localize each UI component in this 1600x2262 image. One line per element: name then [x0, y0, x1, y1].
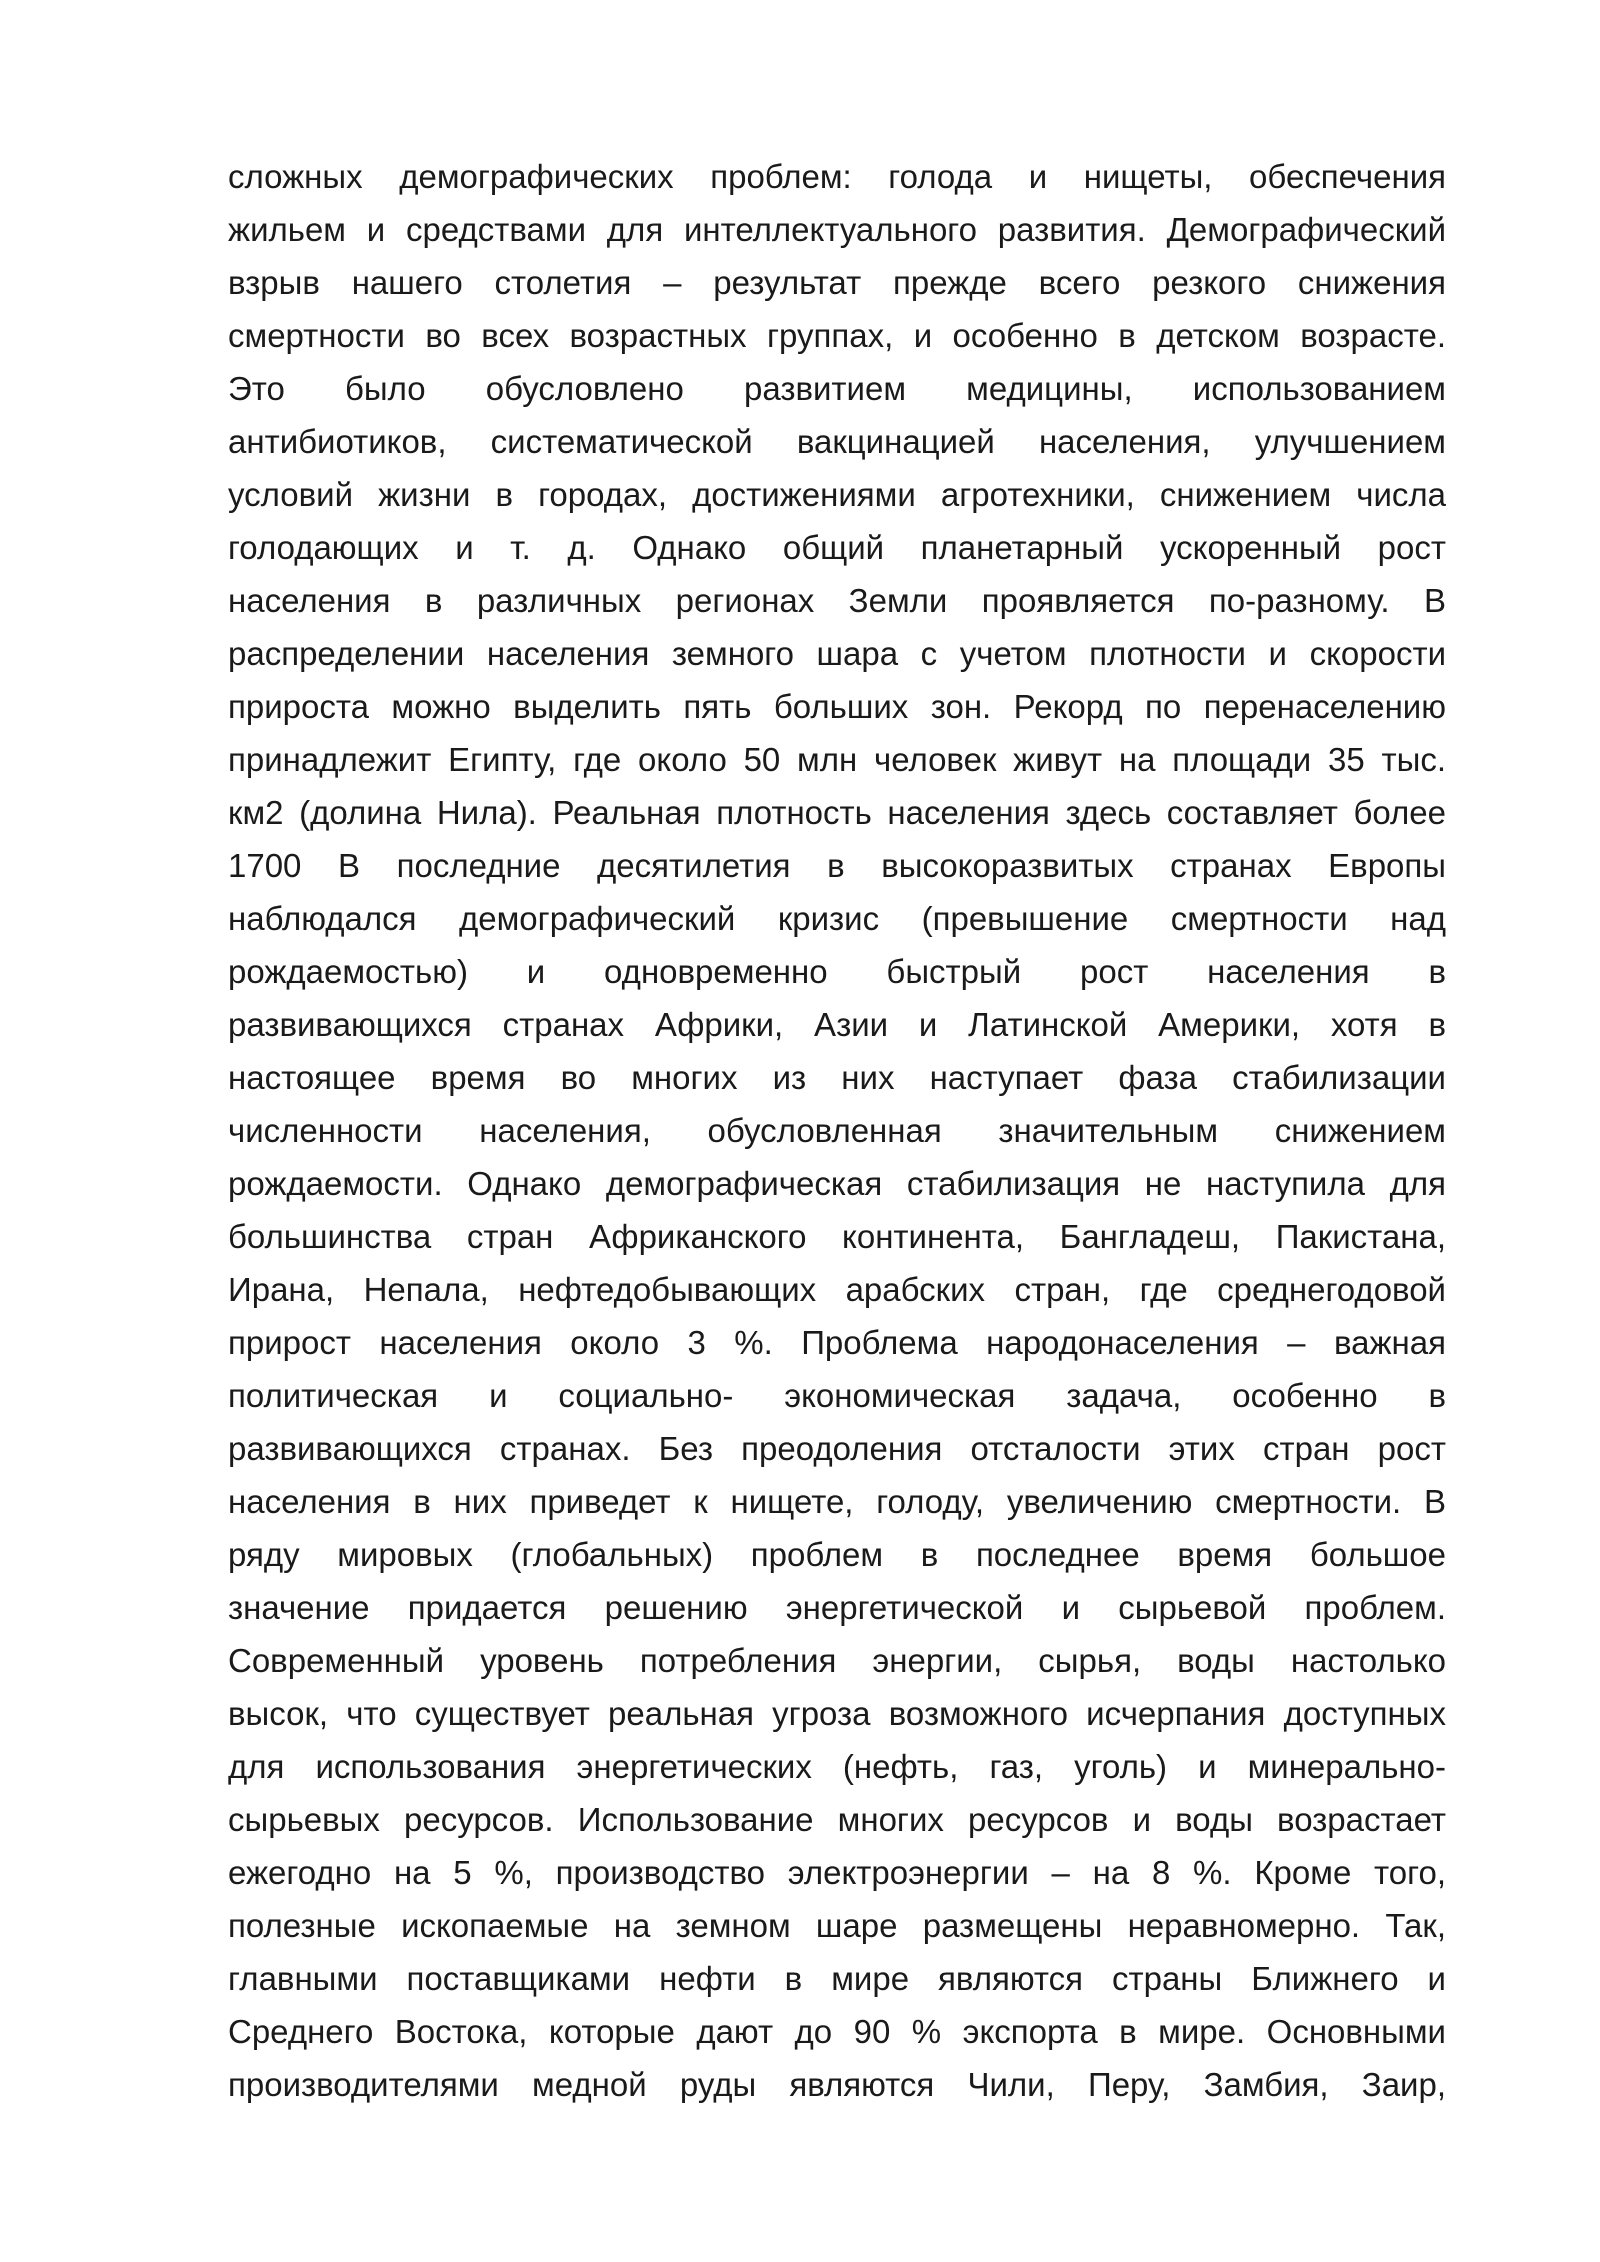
text-line: жильем и средствами для интеллектуального развития. Демографический — [228, 211, 1446, 248]
text-line: полезные ископаемые на земном шаре размещены неравномерно. Так, — [228, 1907, 1446, 1944]
text-line: антибиотиков, систематической вакцинацией населения, улучшением — [228, 423, 1446, 460]
text-line: прироста можно выделить пять больших зон. Рекорд по перенаселению — [228, 688, 1446, 725]
text-line: большинства стран Африканского континента, Бангладеш, Пакистана, — [228, 1218, 1446, 1255]
text-line: значение придается решению энергетической и сырьевой проблем. — [228, 1589, 1446, 1626]
text-line: ежегодно на 5 %, производство электроэнергии – на 8 %. Кроме того, — [228, 1854, 1446, 1891]
body-text — [228, 150, 1446, 2111]
text-line: развивающихся странах Африки, Азии и Латинской Америки, хотя в — [228, 1006, 1446, 1043]
text-line: рождаемостью) и одновременно быстрый рост населения в — [228, 953, 1446, 990]
text-line: распределении населения земного шара с учетом плотности и скорости — [228, 635, 1446, 672]
text-line: принадлежит Египту, где около 50 млн человек живут на площади 35 тыс. — [228, 741, 1446, 778]
text-line: главными поставщиками нефти в мире являются страны Ближнего и — [228, 1960, 1446, 1997]
text-line: численности населения, обусловленная значительным снижением — [228, 1112, 1446, 1149]
text-line: 1700 В последние десятилетия в высокоразвитых странах Европы — [228, 847, 1446, 884]
text-line: условий жизни в городах, достижениями агротехники, снижением числа — [228, 476, 1446, 513]
text-line: населения в различных регионах Земли проявляется по-разному. В — [228, 582, 1446, 619]
text-line: наблюдался демографический кризис (превышение смертности над — [228, 900, 1446, 937]
text-line: политическая и социально- экономическая задача, особенно в — [228, 1377, 1446, 1414]
text-line: взрыв нашего столетия – результат прежде всего резкого снижения — [228, 264, 1446, 301]
text-line: населения в них приведет к нищете, голоду, увеличению смертности. В — [228, 1483, 1446, 1520]
text-line: смертности во всех возрастных группах, и особенно в детском возрасте. — [228, 317, 1446, 354]
text-line: км2 (долина Нила). Реальная плотность населения здесь составляет более — [228, 794, 1446, 831]
text-line: рождаемости. Однако демографическая стабилизация не наступила для — [228, 1165, 1446, 1202]
text-line: настоящее время во многих из них наступает фаза стабилизации — [228, 1059, 1446, 1096]
text-line: голодающих и т. д. Однако общий планетарный ускоренный рост — [228, 529, 1446, 566]
text-line: сложных демографических проблем: голода и нищеты, обеспечения — [228, 158, 1446, 195]
text-line: Ирана, Непала, нефтедобывающих арабских стран, где среднегодовой — [228, 1271, 1446, 1308]
text-line: ряду мировых (глобальных) проблем в последнее время большое — [228, 1536, 1446, 1573]
text-line: Современный уровень потребления энергии, сырья, воды настолько — [228, 1642, 1446, 1679]
text-line: высок, что существует реальная угроза возможного исчерпания доступных — [228, 1695, 1446, 1732]
text-line: Среднего Востока, которые дают до 90 % экспорта в мире. Основными — [228, 2013, 1446, 2050]
text-line: производителями медной руды являются Чили, Перу, Замбия, Заир, — [228, 2066, 1446, 2103]
text-line: развивающихся странах. Без преодоления отсталости этих стран рост — [228, 1430, 1446, 1467]
text-line: прирост населения около 3 %. Проблема народонаселения – важная — [228, 1324, 1446, 1361]
text-line: для использования энергетических (нефть, газ, уголь) и минерально- — [228, 1748, 1446, 1785]
text-line: Это было обусловлено развитием медицины, использованием — [228, 370, 1446, 407]
text-line: сырьевых ресурсов. Использование многих ресурсов и воды возрастает — [228, 1801, 1446, 1838]
